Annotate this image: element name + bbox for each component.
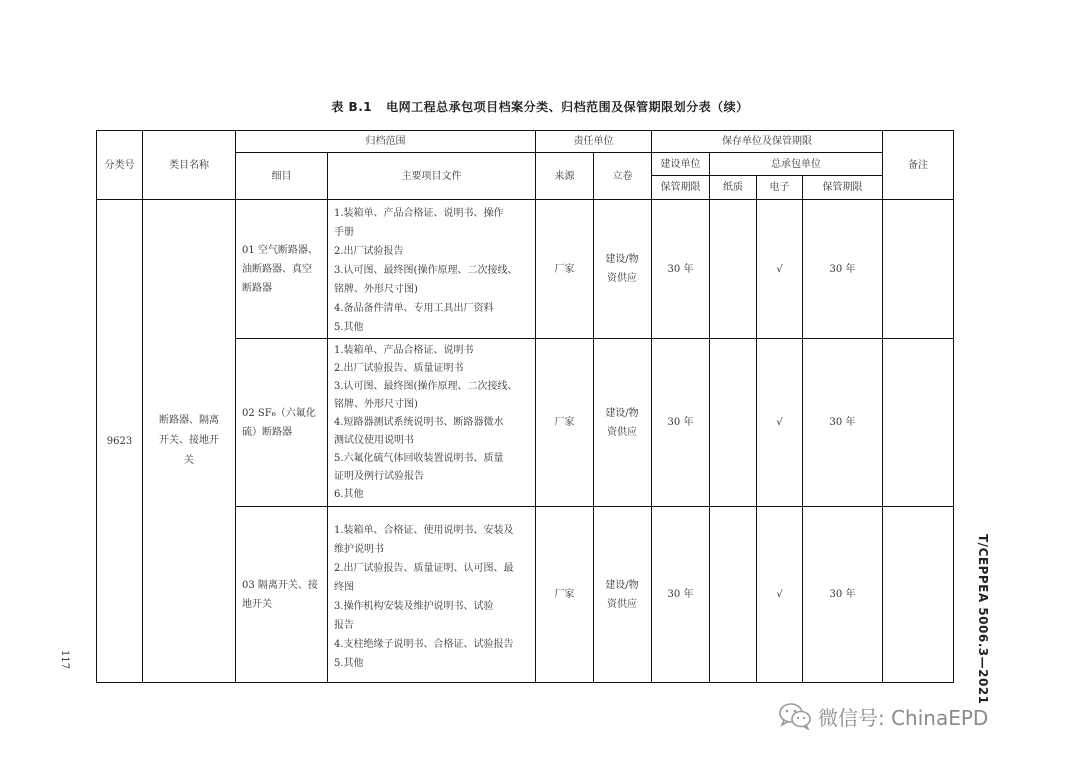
header-contractor-period: 保管期限 — [822, 182, 863, 193]
file-line: 3.认可图、最终图(操作原理、二次接线、 — [334, 381, 518, 392]
file-line: 测试仪使用说明书 — [334, 435, 414, 446]
table-number: 表 B.1 — [331, 100, 373, 114]
file-line: 5.六氟化硫气体回收装置说明书、质量 — [334, 453, 504, 464]
file-line: 4.支柱绝缘子说明书、合格证、试验报告 — [334, 639, 514, 650]
row-contractor-period: 30 年 — [829, 589, 856, 600]
header-responsibility: 责任单位 — [573, 136, 614, 147]
row-electronic-check: √ — [776, 417, 783, 428]
row-detail: 02 SF₆（六氟化硫）断路器 — [242, 407, 316, 438]
row-remarks — [883, 507, 953, 682]
wechat-icon — [778, 702, 812, 730]
header-filing: 立卷 — [612, 170, 633, 182]
file-line: 2.出厂试验报告 — [334, 246, 404, 257]
row-builder-period: 30 年 — [667, 589, 694, 600]
classification-code: 9623 — [106, 435, 133, 447]
row-filing: 建设/物资供应 — [605, 579, 639, 610]
header-source: 来源 — [554, 170, 575, 182]
file-line: 证明及例行试验报告 — [334, 471, 424, 482]
file-line: 6.其他 — [334, 489, 364, 500]
header-category: 类目名称 — [169, 159, 209, 171]
row-source: 厂家 — [554, 417, 575, 428]
wechat-watermark — [778, 698, 988, 734]
file-line: 报告 — [334, 620, 354, 631]
row-remarks — [883, 200, 953, 338]
row-electronic-check: √ — [776, 589, 783, 600]
file-line: 维护说明书 — [334, 544, 384, 555]
table-right-border — [953, 130, 954, 683]
header-builder: 建设单位 — [660, 158, 701, 170]
file-line: 铭牌、外形尺寸图) — [334, 399, 418, 410]
row-detail: 03 隔离开关、接地开关 — [242, 579, 318, 610]
watermark-text: 微信号: ChinaEPD — [818, 705, 989, 730]
file-line: 终图 — [334, 582, 354, 593]
category-name: 断路器、隔离开关、接地开关 — [159, 415, 219, 466]
header-paper: 纸质 — [723, 182, 743, 193]
row-contractor-period: 30 年 — [829, 263, 856, 275]
table-title — [0, 98, 1080, 115]
row-paper — [710, 339, 756, 506]
file-line: 1.装箱单、产品合格证、说明书、操作 — [334, 208, 504, 219]
row-builder-period: 30 年 — [667, 417, 694, 428]
file-line: 3.操作机构安装及维护说明书、试验 — [334, 601, 494, 612]
table-title-text: 电网工程总承包项目档案分类、归档范围及保管期限划分表（续） — [386, 100, 749, 114]
header-builder-period: 保管期限 — [660, 182, 701, 193]
row-filing: 建设/物资供应 — [605, 254, 639, 284]
file-line: 1.装箱单、产品合格证、说明书 — [334, 345, 474, 356]
page-number: 117 — [59, 650, 70, 670]
file-line: 5.其他 — [334, 658, 364, 669]
row-files — [334, 342, 534, 504]
row-source: 厂家 — [554, 589, 575, 600]
table-rule — [327, 152, 328, 683]
header-detail: 细目 — [271, 170, 292, 182]
row-contractor-period: 30 年 — [829, 417, 856, 428]
table-rule — [593, 152, 594, 683]
header-retention: 保存单位及保管期限 — [722, 136, 812, 147]
file-line: 2.出厂试验报告、质量证明书 — [334, 363, 464, 374]
row-source: 厂家 — [554, 263, 575, 275]
file-line: 手册 — [334, 227, 354, 238]
header-files: 主要项目文件 — [401, 170, 462, 182]
row-electronic-check: √ — [776, 263, 783, 275]
row-filing: 建设/物资供应 — [605, 407, 639, 438]
row-paper — [710, 200, 756, 338]
row-paper — [710, 507, 756, 682]
row-files — [334, 521, 534, 673]
standard-code: T/CEPPEA 5006.3—2021 — [976, 534, 990, 705]
file-line: 1.装箱单、合格证、使用说明书、安装及 — [334, 525, 514, 536]
archive-table — [96, 130, 954, 683]
file-line: 5.其他 — [334, 322, 364, 333]
file-line: 3.认可图、最终图(操作原理、二次接线、 — [334, 265, 518, 276]
file-line: 4.备品备件清单、专用工具出厂资料 — [334, 303, 494, 314]
header-electronic: 电子 — [769, 182, 790, 193]
row-files — [334, 204, 534, 337]
table-rule — [142, 130, 143, 683]
file-line: 4.短路器测试系统说明书、断路器微水 — [334, 417, 504, 428]
file-line: 2.出厂试验报告、质量证明、认可图、最 — [334, 563, 514, 574]
header-scope: 归档范围 — [365, 136, 406, 147]
table-bottom-border — [96, 682, 954, 683]
row-remarks — [883, 339, 953, 506]
row-detail: 01 空气断路器、油断路器、真空断路器 — [242, 244, 318, 294]
file-line: 铭牌、外形尺寸图) — [334, 284, 418, 295]
row-builder-period: 30 年 — [667, 263, 694, 275]
header-contractor: 总承包单位 — [771, 158, 821, 170]
header-remarks: 备注 — [908, 159, 928, 171]
header-code: 分类号 — [104, 159, 135, 171]
